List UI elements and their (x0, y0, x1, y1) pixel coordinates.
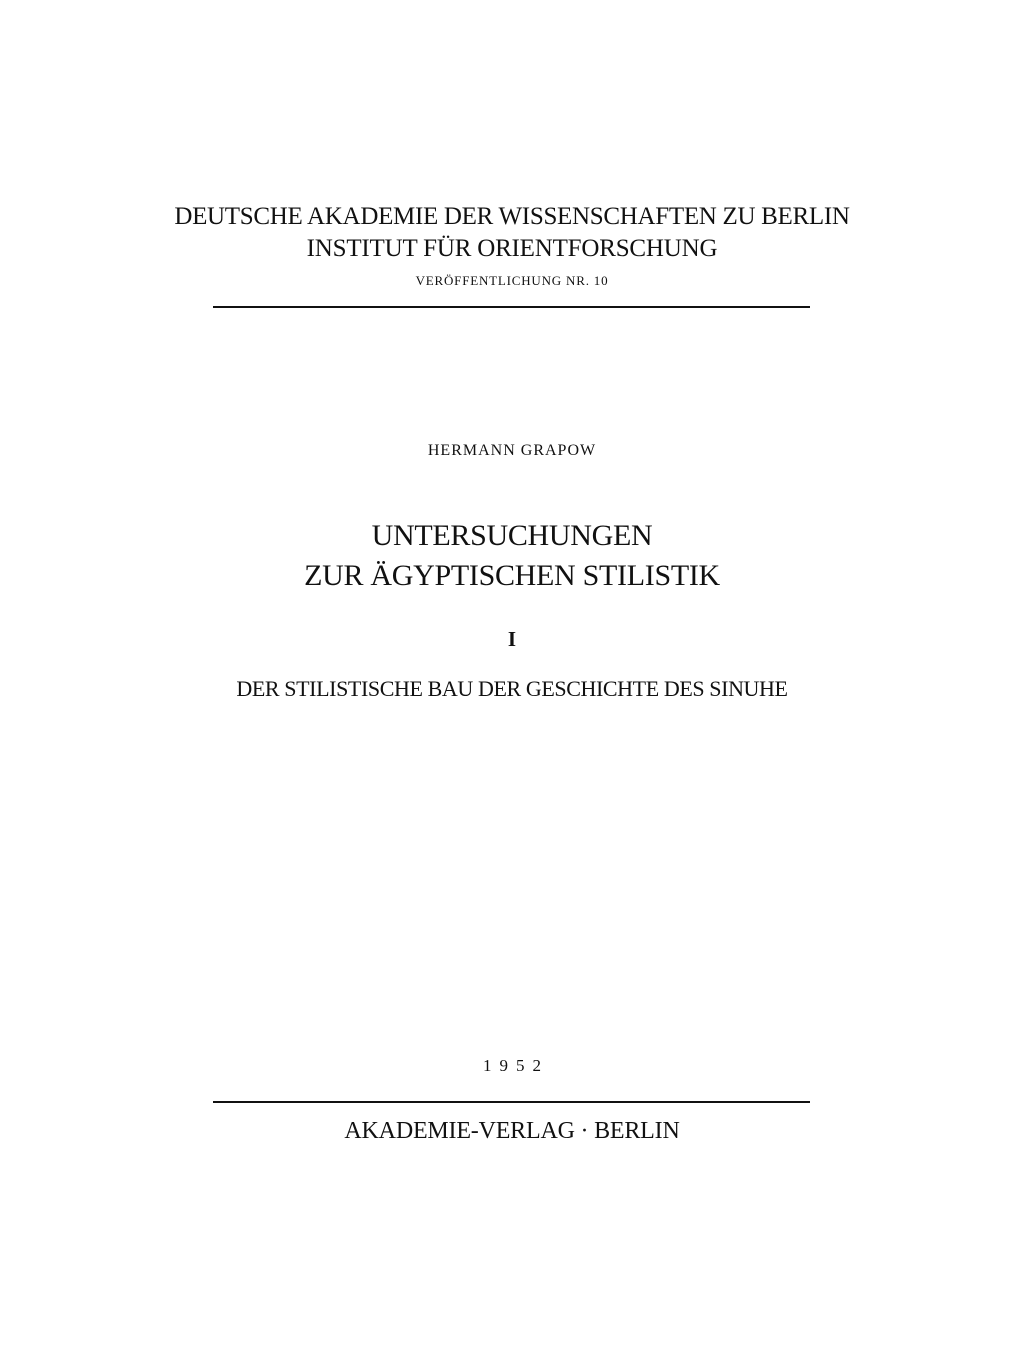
volume-number: I (507, 627, 517, 651)
title-line-1: UNTERSUCHUNGEN (371, 519, 653, 552)
institute-name: INSTITUT FÜR ORIENTFORSCHUNG (306, 235, 718, 262)
series-number: VERÖFFENTLICHUNG NR. 10 (415, 273, 609, 288)
bottom-divider (213, 1101, 810, 1103)
top-divider (213, 306, 810, 308)
subtitle: DER STILISTISCHE BAU DER GESCHICHTE DES SINUHE (236, 676, 788, 701)
author-name: HERMANN GRAPOW (427, 442, 597, 459)
title-line-2: ZUR ÄGYPTISCHEN STILISTIK (304, 559, 720, 592)
publication-year: 1952 (483, 1056, 549, 1075)
academy-name: DEUTSCHE AKADEMIE DER WISSENSCHAFTEN ZU BERLIN (174, 203, 850, 230)
publisher-imprint: AKADEMIE-VERLAG · BERLIN (344, 1118, 680, 1144)
